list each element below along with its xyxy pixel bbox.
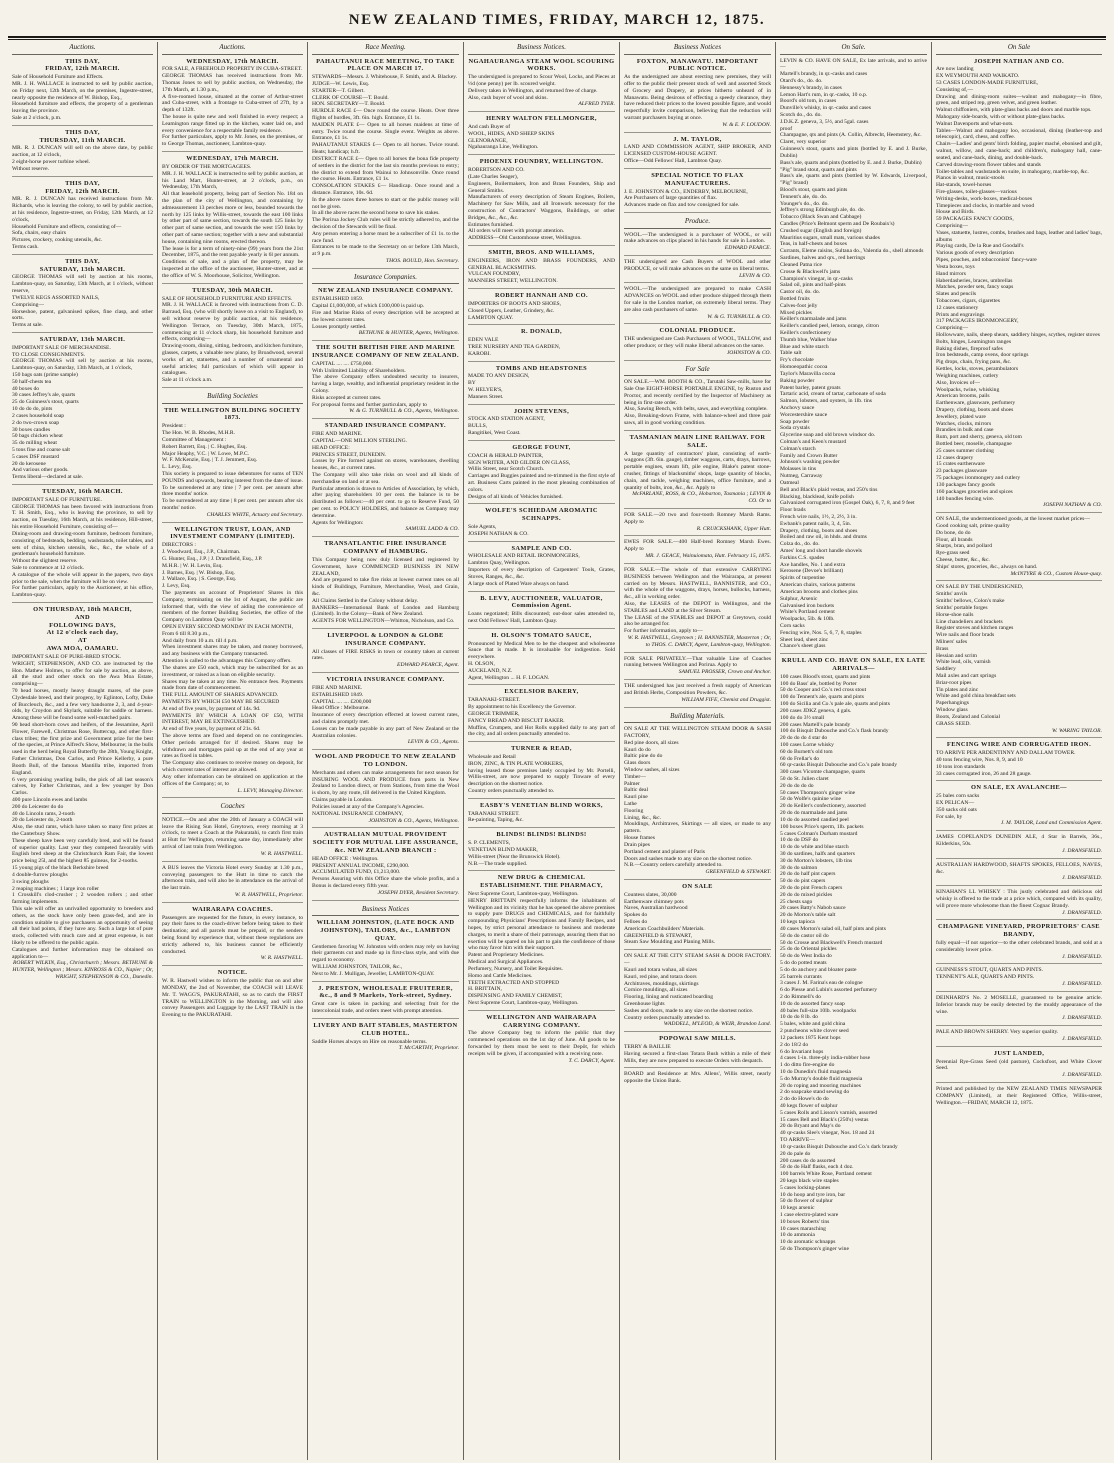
advertisement (624, 1035, 771, 1068)
advertisement (312, 287, 459, 341)
ad-signature: MR. J. GEACE, Wainuiomata, Hutt. February 15, 1875. (645, 553, 771, 560)
advertisement (936, 834, 1102, 858)
ad-body: MADE TO ANY DESIGN, BY W. HELYER'S, Manners Street. (468, 373, 530, 400)
ad-body: ESTABLISHED 1859. Capital £1,000,000, of which £100,000 is paid up. Fire and Marine Risks of every description will be accepted at the lowest current rates. Losses promptly settled. (312, 296, 459, 330)
ad-body: DEINHARD'S No. 2 MOSELLE, guaranteed to be genuine article. Inferior brands may be easily detected by the muddy appearance of the wine. (936, 994, 1102, 1015)
ad-heading: SMITH, BROS. AND WILLIAMS, (488, 249, 595, 257)
advertisement (162, 407, 303, 523)
ad-body: Loans negotiated; Bills discounted; out-door sales attended to, next Odd Fellows' Hall, Lambton Quay. (468, 611, 615, 624)
ad-body: FOR SALE.—20 two and four-tooth Romney Marsh Rams. Apply to (624, 512, 771, 525)
ad-heading: FOXTON, MANAWATU. IMPORTANT PUBLIC NOTICE. (636, 57, 759, 73)
advertisement (468, 408, 615, 441)
ad-body: TARANAKI-STREET. By appointment to his Excellency the Governor. GEORGE TRIMMER, FANCY BREAD AND BISCUIT BAKER. Muffins, Crumpets, and Hot Rolls supplied daily to any part of the city, and all orders punctually attended to. (468, 697, 615, 738)
ad-body: W. R. Hastwell wishes to inform the public that on and after MONDAY, the 2nd of November, the COACH will LEAVE Mr. T. WAGG'S, PAKURATAHI, so as to catch the FIRST TRAIN to WELLINGTON in the Morning, and will also convey Passengers and Luggage by the LAST TRAIN in the Evening to the PAKURATAHI. (162, 978, 303, 1019)
ad-body: FOR SALE, A FREEHOLD PROPERTY IN CUBA-STREET. GEORGE THOMAS has received instructions from Mr. Thomas Jones to sell by public auction, on Wednesday, the 17th March, at 1.30 p.m., A five-roomed house, situated at the corner of Arthur-street and Cuba-street, with a frontage to Cuba-street of 27ft, by a depth of 132ft. The house is quite new and well finished in every respect; a Leamington range fitted up in the kitchen, water laid on, and every convenience for a respectable family residence. For further particulars, apply to Mr. Jones, on the premises, or to George Thomas, auctioneer, Lambton-quay. (162, 66, 303, 148)
ad-signature: JOSEPH NATHAN & CO. (1042, 502, 1102, 509)
ad-heading: THE WELLINGTON BUILDING SOCIETY 1873. (164, 406, 301, 422)
ad-body: Saddle Horses always on Hire on reasonable terms. (312, 1038, 427, 1045)
ad-heading: WEDNESDAY, 17th MARCH. (186, 57, 279, 65)
ad-signature: J. DRANSFIELD. (1062, 1072, 1102, 1079)
advertisement (12, 129, 153, 177)
ad-body: ON SALE, the undermentioned goods, at the lowest market prices— Good cooking salt, prime quality Do bone, do do Flour, all brands Sharps, bran, and pollard Rye-grass seed Cheese, butter, &c., &c. Ships' stores, groceries, &c., always on hand. (936, 516, 1090, 570)
ad-heading: EASBY'S VENETIAN BLIND WORKS, (480, 801, 603, 809)
ad-body: ON SALE.—WM. BOOTH & CO., Tarutahi Saw-mills, have for Sale One EIGHT-HORSE PORTABLE ENGINE, by Ruston and Proctor, and recently certified by the Inspector of Machinery as being in first-rate order. Also, Sawing Bench, with belts, saws, and everything complete. Also, Breaking-down Frame, with balance-wheel and three pair saws, all in good working condition. (624, 379, 771, 427)
ad-signature: W. WARING TAYLOR. (1052, 727, 1102, 734)
ad-body: Great care is taken in packing and selecting fruit for the intercolonial trade, and orders meet with prompt attention. (312, 1001, 459, 1015)
ad-heading: WELLINGTON AND WAIRARAPA CARRYING COMPANY. (486, 1013, 597, 1029)
ad-heading: NGAHAURANGA STEAM WOOL SCOURING WORKS. (468, 57, 615, 73)
section-heading: Insurance Companies. (312, 272, 459, 285)
advertisement (624, 539, 771, 563)
advertisement (312, 540, 459, 629)
ad-heading: J. PRESTON, WHOLESALE FRUITERER, &c., 8 and 9 Markets, York-street, Sydney. (318, 984, 453, 1000)
ad-heading: HENRY WALTON FELLMONGER, (486, 115, 597, 123)
advertisement (624, 58, 771, 133)
ad-body: EWES FOR SALE.—400 Half-bred Romney Marsh Ewes. Apply to (624, 539, 771, 553)
ad-body: WOOL.—The undersigned is a purchaser of WOOL, or will make advances on clips placed in his hands for sale in London. (624, 231, 771, 245)
advertisement (936, 784, 1102, 831)
advertisement (468, 688, 615, 742)
ad-heading: TRANSATLANTIC FIRE INSURANCE COMPANY of HAMBURG. (324, 540, 447, 556)
ad-body: President : The Hon. W. B. Rhodes, M.H.R. Committee of Management : Robert Barrett, Esq. | C. Hughes, Esq. Major Heaphy, V.C. | W. Lowe, M.P.C. W. F. McKenzie, Esq. | T. J. Jemmett, Esq. L. Levy, Esq. This society is prepared to issue debentures for sums of TEN POUNDS and upwards, bearing interest from the date of issue. To be surrendered at any time | 7 per cent. per annum after three months' notice. To be surrendered at any time | 8 per cent. per annum after six months' notice. (162, 423, 303, 511)
ad-body: 25 bales corn sacks EX PELICAN— 350 sacks old oats For sale, by (936, 793, 980, 820)
advertisement (468, 328, 615, 361)
advertisement (624, 136, 771, 169)
column-4 (464, 42, 620, 1460)
ad-body: Are now landing EX WEYMOUTH AND WAIKATO. 53 CASES LONDON-MADE FURNITURE, Consisting of,— Drawing and dining-room suites—walnut and mahogany—in fibre, green, and striped rep, green velvet, and green leather. Walnut chiffoniers, with plate-glass backs and doors and marble tops. Mahogany side-boards, with or without plate-glass backs. Walnut Davenports and what-nots. Tables—Walnut and mahogany loo, occasional, dining (leather-top and telescopic), card, chess, and coffee. Chairs—Ladies' and gents' birch folding, papier maché, ebonised and gilt, walnut, willow, and cane-back; and children's, mahogany hall, cane-seated, and cane-back, dining, and double-back. Carved drawing-room flower tables and stands Toilet-tables and washstands en suite, in mahogany, marble-top, &c. Pianos in walnut, music-stools Hat-stands, towel-horses Fire-glasses, toilet-glasses—various Writing-desks, work-boxes, medical-boxes Timepieces and clocks, in marble and wood House and Birds. 59 PACKAGES FANCY GOODS, Comprising— Vases, statuette, lustres, combs, brushes and bags, leather and ladies' bags, albums Playing cards, De la Rue and Goodall's Various goods of every description Pipes, pouches, and tobacconists' fancy-ware Vesta boxes, toys Hand mirrors Haberdasheries, braces, umbrellas Matches, powder sets, fancy soaps Slates and pencils Tobaccoes, cigars, cigarettes 12 cases stationery Prints and engravings 317 PACKAGES IRONMONGERY, Comprising— Hollowware, nails, sheep shears, saddlery hinges, scythes, register stoves Bolts, hinges, Leamington ranges Baking dishes, fireproof safes Iron bedsteads, camp ovens, door springs Pig drops, chain, frying pans, &c. Kettles, locks, stoves, perambulators Weighing machines, cutlery Also, Invoices of— Woolpacks, twine, whisking American brooms, pails Earthenware, glassware, perfumery Drapery, clothing, boots and shoes Jewellery, plated ware Watches, clocks, mirrors Brandies in bulk and case Rum, port and sherry, geneva, old tom Bottled beer, moselle, champagne 25 cases summer clothing 12 cases drapery 15 crates earthenware 23 packages glassware 75 packages ironmongery and cutlery 130 packages fancy goods 160 packages groceries and spices 140 bundles fencing wire. (936, 66, 1102, 502)
ad-body: HEAD OFFICE : Wellington. PRESENT ANNUAL INCOME, £290,000. ACCUMULATED FUND, £1,213,000. Persons Assuring with this Office share the whole profits, and a Bonus is declared every fifth year. (312, 855, 459, 889)
ad-body: Printed and published by the NEW ZEALAND TIMES NEWSPAPER COMPANY (Limited), at their Registered Office, Willis-street, Wellington.—FRIDAY, MARCH 12, 1875. (936, 1086, 1102, 1106)
ad-body: ON SALE AT THE CITY STEAM SASH & DOOR FACTORY.— Kauri and totara wahau, all sizes Kauri, red pine, and totara doors Architraves, mouldings, skirtings Cornice mouldings, all sizes Flooring, lining and rusticated boarding Greenhouse lights Sashes and doors, made to any size on the shortest notice. Country orders punctually attended to. (624, 953, 771, 1021)
ad-body: FOR SALE PRIVATELY.—That valuable Line of Coaches running between Wellington and Porirua. Apply to (624, 655, 771, 669)
ad-body: TARANAKI STREET. Re-painting, Taping, &c. (468, 810, 524, 824)
ad-signature: GREENFIELD & STEWART. (705, 869, 771, 876)
ad-body: GUINNESS'S STOUT, QUARTS AND PINTS. TENNENT'S ALE, QUARTS AND PINTS. (936, 967, 1044, 981)
ad-heading: THIS DAY, FRIDAY, 12th MARCH. (45, 179, 120, 195)
ad-signature: T. McCARTHY, Proprietor. (398, 1045, 459, 1052)
section-heading: Business Notices (624, 42, 771, 55)
ad-body: BY ORDER OF THE MORTGAGEES. MR. J. H. WALLACE is instructed to sell by public auction, at his Land Mart, Hunter-street, at 2 o'clock, p.m., on Wednesday, 17th March, All that leasehold property, being part of Section No. 184 on the plan of the city of Wellington, and containing by admeasurement 13 perches more or less, bounded towards the north by 125 links by Willis-street, towards the east 100 links by other part of same section, towards the south 125 links by other part of same section, and towards the west 150 links by other part of same section; together with a new and substantial house, containing nine rooms, erected thereon. The lease is for a term of ninety-nine (99) years from the 21st December, 1875, and the rent payable yearly is 6l per annum. Conditions of sale, and a plan of the property, may be inspected at the office of the auctioneer, Hunter-street, and at the office of W. S. Moorhouse, Solicitor, Wellington. (162, 163, 303, 279)
advertisement (936, 741, 1102, 781)
ad-body: IMPORTANT SALE OF FURNITURE. GEORGE THOMAS has been favored with instructions from T. H. Smith, Esq., who is leaving the province, to sell by auction, on Tuesday, 16th March, at his residence, Hill-street, his entire Household Furniture, consisting of— Dining-room and drawing-room furniture, bedroom furniture, consisting of bedsteads, bedding, washstands, toilet tables, and sets of china, kitchen utensils, &c., &c., the whole of a gentleman's household furniture. Without the slightest reserve. Sale to commence at 12 o'clock. A catalogue of the whole will appear in the papers, two days prior to the sale, when the furniture will be on view. For further particulars, apply to the Auctioneer, at his office, Lambton-quay. (12, 496, 153, 599)
ad-body: DIRECTORS : J. Woodward, Esq., J.P., Chairman. G. Hunter, Esq., J.P. | J. Dransfield, Esq., J.P. M.H.R. | W. H. Levin, Esq. J. Barnes, Esq. | W. Bishop, Esq. J. Wallace, Esq. | S. George, Esq. J. Levy, Esq. The payments on account of Proprietors' Shares in this Company, terminating on the 1st of August, the public are informed that, with the view of aiding the convenience of members of the former Building Societies, the office of the Company on Lambton Quay will be OPEN EVERY SECOND MONDAY IN EACH MONTH, From 6 till 8.30 p.m., And daily from 10 a.m. till 4 p.m. When investment shares may be taken, and money borrowed, and any business with the Company transacted. Attention is called to the advantages this Company offers. The shares are £50 each, which may be subscribed for as an investment, or raised as a loan on eligible security. Shares may be taken at any time. No entrance fees. Payments made from date of commencement. THE FULL AMOUNT OF SHARES ADVANCED. PAYMENTS BY WHICH £50 MAY BE SECURED At end of five years, by payment of 14s. 9d. PAYMENTS BY WHICH A LOAN OF £50, WITH INTEREST, MAY BE EXTINGUISHED. At end of five years, by payment of 21s. 6d. The above terms are fixed and depend on no contingencies. Other periods arranged for if desired. Shares may be withdrawn and mortgages paid up at the end of any year at rates as fixed in tables. The Company also continues to receive money on deposit, for which current rates of interest are allowed. Any other information can be obtained on application at the offices of the Company; or, to (162, 542, 303, 787)
ad-signature: WILLIAM FIFE, Chemist and Druggist. (681, 696, 771, 703)
advertisement (624, 286, 771, 324)
advertisement (468, 874, 615, 1010)
ad-heading: H. OLSON'S TOMATO SAUCE, (491, 631, 592, 639)
ad-signature: W. R. HASTWELL. (260, 955, 303, 962)
ad-heading: BLINDS! BLINDS! BLINDS! (496, 831, 587, 839)
advertisement (468, 745, 615, 799)
ad-signature: SAMUEL PROSSER, Crown and Anchor. (678, 669, 771, 676)
ad-signature: CHARLES WHITE, Actuary and Secretary. (206, 511, 303, 518)
advertisement (312, 753, 459, 828)
advertisement (468, 365, 615, 405)
ad-heading: JUST LANDED, (993, 1049, 1045, 1057)
ad-signature: EDWARD PEARCE, Agent. (397, 662, 459, 669)
ad-body: Passengers are requested for the future, in every instance, to pay their fares to the coach-driver before being taken to their destination; and all parcels must be prepaid, or the senders being found by experience that, without these regulations are strictly adhered to, his business cannot be efficiently conducted. (162, 914, 303, 955)
ad-body: All classes of FIRE RISKS in town or country taken at current rates. (312, 648, 459, 662)
advertisement (312, 985, 459, 1019)
column-2 (158, 42, 308, 1460)
ad-body: PALE AND BROWN SHERRY. Very superior quality. (936, 1029, 1059, 1036)
advertisement (162, 969, 303, 1022)
advertisement (936, 1029, 1102, 1047)
ad-heading: WILLIAM JOHNSTON, (LATE BOCK AND JOHNSTON), TAILORS, &c., LAMBTON QUAY. (316, 919, 455, 942)
page-columns (8, 42, 1106, 1460)
ad-signature: McFARLANE, ROSS, & CO., Hobarton, Tasmania ; LEVIN & CO. Or to (632, 491, 771, 505)
ad-body: 100 cases Blood's stout, quarts and pints 100 do Bass' ale, bottled by Porter 50 do Cooper and Co.'s red cross stout 100 do Tennent's ale, quarts and pints 100 do Sicilia and Co.'s pale ale, quarts and pints 200 cases JDKZ geneva, 4 gals. 100 do do 3½ small 200 cases Martell's pale brandy 100 do Bisquit Dubouche and Co.'s flask brandy 20 do do do 4 star do 100 cases Lorne whisky 60 do Burnett's old tom 60 do Frellar's do 60 qr-casks Bisquit Dubouche and Co.'s pale brandy 300 cases Vicomte champagne, quarts 50 do St. Julien claret 20 do do do do 50 cases Thompson's ginger wine 50 do Wolfe's quinine wine 20 do Keiller's confectionery, assorted 20 do do marmalade and jams 10 do do assorted candied peel 100 boxes Price's sperm, 1lb. packets 5 cases Colman's Durham mustard 10 do do DSF do 10 do do white and blue starch 30 do sardines, halfs and quarters 30 do Morton's lobsters, 1lb tins 30 do do salmon 20 do do half pint capers 50 do do pint capers 20 do do pint French capers 20 do do mixed pickles 25 chests sago 20 cases Batty's Nabob sauce 20 do Morton's table salt 10 kegs tapioca 40 cases Morton's salad oil, half pints and pints 50 do do castor oil do 50 do Crosse and Blackwell's French mustard 25 do do Oriental pickles 50 do do West India do 5 do do potted meats 5 do do anchovy and bloater paste 25 barrels currants 3 cases J. M. Farina's eau de cologne 6 do Piesse and Lubin's assorted perfumery 2 do Rimmell's do 10 do do assorted fancy soap 40 bales full-size 10lb. woolpacks 10 do do 8 lb. do 5 bales, white and gold china 2 puncheons white clover seed 12 packets 1875 Kent hops 2 do 18/2 do 6 do Invariant hops 4 cases 1-in. three-ply india-rubber hose 1 do ditto fire-engine do 10 do Dunedin's fluid magnesia 5 do Murray's double fluid magnesia 20 do roping and mooring machines 2 do soapcake stand sewing do 2 do do Howe's do do 40 kegs flower of sulphur 5 cases Rolls and Lisson's varnish, assorted 15 cases Bell and Black's (250's) vestas 20 do Bryant and May's do 40 qr-casks Slee's vinegar, Nos. 18 and 24 TO ARRIVE— 10 qr-casks Bisquit Dubouche and Co.'s dark brandy 20 do pale do 200 cases do do assorted 50 do do Half flasks, each 4 doz. 100 barrels White Rose, Portland cement 20 kegs black wire staples 5 cases locking-planes 10 do hoop and tyre iron, bar 50 do flower of sulphur 10 kegs arsenic 1 case electro-plated ware 10 boxes Roberts' tins 10 cases marasching 10 do ammonia 10 do aromatic schnapps 50 do Thompson's ginger wine (780, 673, 898, 1253)
ad-heading: WELLINGTON TRUST, LOAN, AND INVESTMENT COMPANY (LIMITED). (170, 525, 295, 541)
advertisement (12, 606, 153, 984)
ad-signature: W. & E. F. LOUDON. (722, 121, 771, 128)
ad-signature: T. C. DARCY, Agent. (568, 1057, 615, 1064)
ad-heading: JOHN STEVENS, (513, 407, 570, 415)
ad-heading: KRULL AND CO. HAVE ON SALE, EX LATE ARRIVALS— (781, 657, 926, 673)
advertisement (624, 232, 771, 256)
ad-signature: JOSEPH DYER, Resident Secretary. (377, 889, 459, 896)
ad-heading: PHOENIX FOUNDRY, WELLINGTON. (479, 158, 604, 166)
ad-signature: J. DRANSFIELD. (1062, 1035, 1102, 1042)
section-heading: Produce. (624, 216, 771, 229)
ad-heading: B. LEVY, AUCTIONEER, VALUATOR, Commission Agent. (480, 594, 603, 610)
column-7 (932, 42, 1106, 1460)
ad-heading: SATURDAY, 13th MARCH. (39, 335, 126, 343)
ad-body: FOR SALE.—The whole of that extensive CARRYING BUSINESS between Wellington and the Wairarapa, at present carried on by Messrs. HASTWELL, BANNISTER, and CO., with the whole of the waggons, drays, horses, bullocks, harness, &c., all in working order. Also, the LEASES of the DEPOT in Wellington, and the STABLES and LAND at the Silver Stream. The LEASE of the STABLES and DEPOT at Greytown, could also be arranged for. For further information, apply to— (624, 566, 771, 635)
advertisement (936, 889, 1102, 920)
ad-signature: EDWARD PEARCE. (724, 245, 771, 252)
advertisement (936, 862, 1102, 886)
advertisement (312, 919, 459, 982)
ad-body: Gentlemen favoring W. Johnston with orders may rely on having their garments cut and made up in first-class style, and with due regard to economy. WILLIAM JOHNSTON, TAILOR, &c., Next to Mr. J. Mulligan, Jeweller, LAMBTON-QUAY. (312, 943, 459, 977)
advertisement (12, 258, 153, 333)
section-heading: Building Societies (162, 391, 303, 404)
ad-body: LAND AND COMMISSION AGENT, SHIP BROKER, AND LICENSED CUSTOM-HOUSE AGENT. Office—Odd Fellows' Hall, Lambton Quay. (624, 144, 771, 165)
ad-body: Countess slates, 30,000 Earthenware chimney pots Naves, Australian hardwood Spokes do Felloes do American Coachbuilders' Materials. GREENFIELD & STEWART, Steam Saw Moulding and Planing Mills. (624, 891, 716, 946)
ad-heading: NEW ZEALAND INSURANCE COMPANY. (317, 287, 454, 295)
ad-heading: AUSTRALIAN MUTUAL PROVIDENT SOCIETY FOR MUTUAL LIFE ASSURANCE, &c. NEW ZEALAND BRANCH : (312, 831, 459, 854)
advertisement (162, 817, 303, 862)
section-heading: On Sale (936, 42, 1102, 55)
ad-body: And cash Buyer of WOOL, HIDES, AND SHEEP SKINS GLENORANGE, Ngahauranga Line, Wellington. (468, 124, 555, 151)
ad-body: THE undersigned are Cash Purchasers of WOOL, TALLOW, and other produce; or they will make liberal advances on the same. (624, 336, 771, 350)
ad-heading: WAIRARAPA COACHES. (192, 905, 273, 913)
ad-body: As the undersigned are about erecting new premises, they will offer to the public their present stock of well and assorted Stock of Grocery and Drapery, at prices hitherto unheard of in Manawatu. Being desirous of effecting a speedy clearance, they have reduced their prices to the lowest possible figure, and would respectfully invite comparison, believing that the reduction will warrant purchasers buying at once. (624, 74, 771, 122)
advertisement (12, 180, 153, 255)
ad-signature: J. DRANSFIELD. (1062, 875, 1102, 882)
ad-body: SALE OF HOUSEHOLD FURNITURE AND EFFECTS. MR. J. H. WALLACE is favored with instructions from C. D. Barraud, Esq. (who will shortly leave on a visit to England), to sell without reserve by public auction, at his residence, Wellington Terrace, on Tuesday, 30th March, 1875, commencing at 11 o'clock sharp, his household furniture and effects, comprising— Drawing-room, dining, sitting, bedroom, and kitchen furniture, glasses, carpets, a valuable new piano, by Broadwood, several works of art, statuettes, and a number of ornamental and useful articles; full particulars of which will appear in catalogues. Sale at 11 o'clock a.m. (162, 295, 303, 384)
ad-heading: TOMBS AND HEADSTONES (495, 364, 588, 372)
ad-heading: R. DONALD, (520, 328, 563, 336)
ad-body: BOARD and Residence at Mrs. Allens', Willis street, nearly opposite the Union Bank. (624, 1071, 771, 1085)
advertisement (936, 1086, 1102, 1109)
advertisement (624, 683, 771, 707)
ad-signature: JOHNSTON & CO. (726, 349, 771, 356)
ad-body: A BUS leaves the Victoria Hotel every Sunday at 1.30 p.m., conveying passengers to the Hutt in time to catch the afternoon train, and will also be in attendance on the arrival of the last train. (162, 864, 303, 892)
section-heading: Business Notices. (468, 42, 615, 55)
ad-signature: LEVIN & CO., Agents. (407, 739, 459, 746)
advertisement (936, 58, 1102, 514)
ad-body: GEORGE THOMAS will sell by auction at his rooms, Lambton-quay, on Saturday, 13th March, at 1 o'clock, without reserve, TWELVE KEGS ASSORTED NAILS, Comprising— Horseshoe, patent, galvanised spikes, fine clasp, and other sorts. Terms at sale. (12, 274, 153, 329)
section-heading: For Sale (624, 364, 771, 377)
advertisement (12, 488, 153, 603)
ad-body: Merchants and others can make arrangements for next season for INSURING WOOL AND PRODUCE from ports in New Zealand to London direct, or from Stations, from time the Wool is shorn, by any route, till delivered in the United Kingdom. Claims payable in London. Policies issued at any of the Company's Agencies. NATIONAL INSURANCE COMPANY, (312, 769, 459, 817)
advertisement (312, 632, 459, 673)
advertisement (624, 434, 771, 509)
ad-signature: R. CRUICKSHANK, Upper Hutt. (696, 525, 771, 532)
advertisement (162, 287, 303, 388)
ad-body: FIRE AND MARINE. CAPITAL—ONE MILLION STERLING. HEAD OFFICE: PRINCES STREET, DUNEDIN. Losses by Fire formed against on stores, warehouses, dwelling houses, &c., at current rates. The Company will also take risks on wool and all kinds of merchandise on land or at sea. Particular attention is drawn to Articles of Association, by which, after paying shareholders 10 per cent. the balance is to be distributed as follows:—40 per cent. to go to Reserve Fund, 50 per cent. to POLICY HOLDERS, and balance as Company may determine. Agents for Wellington: (312, 431, 459, 526)
advertisement (624, 259, 771, 283)
ad-signature: W. & G. TURNBULL & CO., Agents, Wellington. (349, 408, 459, 415)
advertisement (162, 865, 303, 903)
advertisement (624, 327, 771, 360)
advertisement (312, 676, 459, 750)
ad-body: Sole Agents, JOSEPH NATHAN & CO. (468, 524, 529, 537)
masthead-rule (8, 36, 1106, 38)
ad-signature: LEVIN & CO. (739, 272, 771, 279)
ad-signature: J. DRANSFIELD. (1062, 909, 1102, 916)
advertisement (624, 883, 771, 950)
ad-body: WHOLESALE AND RETAIL IRONMONGERS, Lambton Quay, Wellington. Importers of every description of Carpenters' Tools, Grates, Stoves, Ranges, &c., &c. A large stock of Plated Ware always on hand. (468, 553, 615, 587)
ad-body: TO ARRIVE PER ARDENTINNY AND DALLAM TOWER. 40 tons fencing wire, Nos. 8, 9, and 10 10 tons iron standards 33 cases corrugated iron, 26 and 28 gauge. (936, 750, 1076, 777)
ad-heading: PAHAUTANUI RACE MEETING, TO TAKE PLACE ON MARCH 17. (316, 57, 455, 73)
ad-body: fully equal—if not superior—to the other celebrated brands, and sold at a considerably lower price. (936, 940, 1102, 953)
ad-heading: TUESDAY, 16th MARCH. (42, 488, 123, 496)
ad-heading: THIS DAY, FRIDAY, 12th MARCH. (45, 57, 120, 73)
ad-body: ROBERTSON AND CO. (Late Charles Seager), Engineers, Boilermakers, Iron and Brass Founders, Ship and General Smiths. Manufacturers of every description of Steam Engines, Boilers, Machinery for Saw Mills, and all Ironwork necessary for the construction of Contractors' Waggons, Buildings, or other Bridges, &c., &c., &c. Estimates furnished. All orders will meet with prompt attention. ADDRESS—Old Customhouse street, Wellington. (468, 167, 615, 242)
ad-body: COACH & HERALD PAINTER, SIGN WRITER, AND GILDER ON GLASS, Willis Street, near Scotch Church. Carriages and Buggies painted and re-trimmed in the first style of art. Business Carts painted in the most pleasing combination of colors. Designs of all kinds of Vehicles furnished. (468, 452, 615, 500)
ad-body: This Company being now duly licensed and registered by Government, have COMMENCED BUSINESS IN NEW ZEALAND, And are prepared to take fire risks at lowest current rates on all kinds of Buildings, Furniture, Merchandise, Wool, and Grain, &c. All Claims Settled in the Colony without delay. BANKERS—International Bank of London and Hamburg (Limited). In the Colony—Bank of New Zealand. AGENTS FOR WELLINGTON—Whitton, Nicholson, and Co. (312, 556, 459, 625)
ad-signature: J. DRANSFIELD. (1062, 981, 1102, 988)
ad-heading: WOLFE'S SCHIEDAM AROMATIC SCHNAPPS. (485, 507, 598, 523)
ad-body: Sale of Household Furniture and Effects. MR. J. H. WALLACE is instructed to sell by public auction, on Friday next, 12th March, on the premises, Ingestre-street, nearly opposite the residence of W. Bishop, Esq., Household furniture and effects, the property of a gentleman leaving the province. Sale at 2 o'clock, p.m. (12, 74, 153, 122)
advertisement (624, 512, 771, 536)
ad-body: The above Company beg to inform the public that they commenced operations on the 1st day of June. All goods to be forwarded by them must be sent to their Depôt, for which receipts will be given, if accompanied with a receiving note. (468, 1030, 615, 1057)
advertisement (468, 507, 615, 541)
ad-body: JAMES COPELAND'S DUNEDIN ALE, 4 Star in Barrels, 36s., Kilderkins, 50s. (936, 834, 1102, 848)
ad-body: J. E. JOHNSTON & CO., ENDERBY, MELBOURNE, Are Purchasers of large quantities of flax. Advances made on flax and tow consigned for sale. (624, 188, 748, 209)
ad-heading: THIS DAY, SATURDAY, 13th MARCH. (39, 257, 126, 273)
advertisement (624, 726, 771, 880)
ad-signature: ALFRED TYER. (578, 101, 615, 108)
ad-heading: WOOL AND PRODUCE TO NEW ZEALAND TO LONDON. (314, 753, 457, 768)
ad-body: THE undersigned are Cash Buyers of WOOL and other PRODUCE, or will make advances on the same on liberal terms. (624, 258, 771, 272)
ad-body: LEVIN & CO. HAVE ON SALE, Ex late arrivals, and to arrive— Martell's brandy, in qr.-casks and cases Otard's do., do. do. Hennessy's brandy, in cases Lemon Hart's rum, in qr.-casks, 10 o.p. Boord's old tom, in cases Dunville's whisky, in qr.-casks and cases Scotch do., do. do. J.D.K.Z. geneva, 3, 5½, and 5gal. cases proof Champagne, qts and pints (A. Collin, Albrecht, Heemstery, &c. Claret, very superior Guinness's stout, quarts and pints (bottled by E. and J. Burke, Dublin) Bass's ale, quarts and pints (bottled by E. and J. Burke, Dublin) "Pig" brand stout, quarts and pints Bass's ale, quarts and pints (bottled by W. Edwards, Liverpool, "Pig" brand) Blood's stout, quarts and pints Tennent's ale, do. do. Younger's do., do. do. Jeffrey's strong Edinburgh ale, do. do. Tobacco (Black Swan and Cabbage) Candles (Price's Belmont sperm and De Roubaix's) Crushed sugar (English and foreign) Mauritius sugars, small mats, various shades Teas, in half-chests and boxes Currants, Eleme raisins, Sultana do., Valentia do., shell almonds Sardines, halves and qrs., red herrings Cleaned Patna rice Crosse & Blackwell's jams Champion's vinegar, in qr.-casks Salad oil, pints and half-pints Castor oil, do. do. Bottled fruits Calves-foot jelly Mixed pickles Keiller's marmalade and jams Keiller's candied peel, lemon, orange, citron Keiller's confectionery Thumb blue, Walker blue Blue and white starch Table salt Fry's chocolate Homoeopathic cocoa Taylor's Maravilla cocoa Baking powder Patent barley, patent groats Tartaric acid, cream of tartar, carbonate of soda Salmon, lobsters, and oysters, in 1lb. tins Anchovy sauce Worcestershire sauce Soap powder Soda crystals Glycerine soap and old brown windsor do. Colman's and Keen's mustard Colman's starch Family and Crown Butter Johnson's washing powder Molasses in tins Nutmeg, Carraway Oatmeal Bell and Black's plaid vestas, and 250's tins Blacking, blacklead, knife polish Galvanized corrugated iron (Gospel Oak), 6, 7, 8, and 9 feet Floor brads French wire nails, 1½, 2, 2½, 3 in. Ewbank's patent nails, 3, 4, 5in. Drapery, clothing, boots and shoes Boiled and raw oil, in hhds. and drums Colza do., do. do. Ames' long and short handle shovels Farkins C.S. spades Axe handles, No. 1 and extra Kerosene (Devoe's brilliant) Spirits of turpentine American chairs, various patterns American brooms and clothes pins Sulphur, Arsenic Galvanised iron buckets White's Portland cement Woolpacks, 5lb. & 10lb. Corn sacks Fencing wire, Nos. 5, 6, 7, 8, staples Sheet lead, sheet zinc Chance's sheet glass (780, 57, 927, 650)
section-heading: Auctions. (162, 42, 303, 55)
advertisement (624, 953, 771, 1032)
advertisement (312, 1022, 459, 1055)
advertisement (162, 58, 303, 153)
advertisement (12, 58, 153, 126)
advertisement (468, 1014, 615, 1068)
ad-heading: EXCELSIOR BAKERY, (504, 688, 579, 696)
ad-heading: WEDNESDAY, 17th MARCH. (186, 155, 279, 163)
ad-body: MR. R. J. DUNCAN has received instructions from Mr. Richards, who is leaving the colony, to sell by public auction, at his residence, Ingestre-street, on Friday, 12th March, at 12 o'clock, Household Furniture and effects, consisting of— Sofa, chairs, easy chairs Pictures, crockery, cooking utensils, &c. Terms cash. (12, 196, 153, 251)
advertisement (468, 292, 615, 325)
ad-signature: THOS. BOULD, Hon. Secretary. (386, 258, 459, 265)
ad-body: STEWARDS—Messrs. J. Whitehouse, F. Smith, and A. Blackey. JUDGE—W. Lewis, Esq. STARTER—T. Gilbert. CLERK OF COURSE—T. Bould. HON. SECRETARY—T. Bould. HURDLE RACE £— Once round the course. Heats. Over three flights of hurdles, 3ft. 6in. high. Entrance, £1 1s. MAIDEN PLATE £— Open to all horses maidens at time of entry. Twice round the course. Single event. Weights as above. Entrance, £1 1s. PAHAUTANUI STAKES £— Open to all horses. Twice round. Heats; handicap; h.ft. DISTRICT RACE £— Open to all horses the bona fide property of settlers in the district for the last six months previous to entry; the district to extend from Wainui to Johnsonville. Once round the course. Heats. Entrance, £1 1s. CONSOLATION STAKES £— Handicap. Once round and a distance. Entrance, 10s. 6d. In the above races three horses to start or the public money will not be given. In all the above races the second horse to save his stakes. The Porirua Jockey Club rules will be strictly adhered to, and the decision of the Stewards will be final. Any person entering a horse must be a subscriber of £1 1s. to the race fund. Entrances to be made to the Secretary on or before 13th March, at 9 p.m. (312, 74, 459, 258)
ad-signature: W. R. HASTWELL, Greytown ; H. BANNISTER, Masterton ; Or, to THOS. C. DARCY, Agent, Lambton-quay, Wellington. (627, 635, 771, 648)
ad-body: STOCK AND STATION AGENT, BULLS, Rangitikei, West Coast. (468, 416, 545, 437)
ad-body: IMPORTANT SALE OF MERCHANDISE. TO CLOSE CONSIGNMENTS. GEORGE THOMAS will sell by auction at his rooms, Lambton-quay, on Saturday, 13th March, at 1 o'clock, 150 bags oats (prime sample) 50 half-chests tea 40 boxes do 30 cases Jeffrey's ale, quarts 25 do Guinness's stout, quarts 10 do do do, pints 2 cases household soap 2 do two-crown soap 30 boxes candles 50 bags chicken wheat 35 do milling wheat 5 tons fine and coarse salt 5 cases DSF mustard 20 do kerosene And various other goods. Terms liberal—declared at sale. (12, 344, 153, 481)
ad-body: ON SALE AT THE WELLINGTON STEAM DOOR & SASH FACTORY, Red pine doors, all sizes Kauri do do Baltic pine do do Glass doors Window sashes, all sizes Timber— Palmer Baltic deal Kauri pine Lathe Flooring Lining, &c., &c. Mouldings, Architraves, Skirtings — all sizes, or made to any pattern. House frames Drain pipes Portland cement and plaster of Paris Doors and sashes made to any size on the shortest notice. N.B.—Country orders carefully attended to. (624, 726, 771, 869)
ad-signature: J. M. TAYLOR, Land and Commission Agent. (1000, 820, 1102, 827)
ad-body: S. P. CLEMENTS, VENETIAN BLIND MAKER, Willis-street (Near the Brunswick Hotel). N.B.—The trade supplied. (468, 840, 561, 867)
advertisement (936, 584, 1102, 738)
ad-signature: J. DRANSFIELD. (1062, 1015, 1102, 1022)
ad-body: AUSTRALIAN HARDWOOD, SHAFTS SPOKES, FELLOES, NAVES, &c. (936, 861, 1102, 875)
advertisement (780, 657, 927, 1256)
ad-body: Perennial Rye-Grass Seed (old pasture), Cocksfoot, and White Clover Seed. (936, 1058, 1102, 1072)
ad-signature: W. R. HASTWELL, Proprietor. (234, 891, 303, 898)
ad-signature: McINTYRE & CO., Custom House-quay. (1010, 570, 1102, 577)
advertisement (780, 58, 927, 655)
ad-signature: J. DRANSFIELD. (1062, 847, 1102, 854)
advertisement (468, 249, 615, 289)
ad-heading: NEW DRUG & CHEMICAL ESTABLISHMENT. THE PHARMACY, (480, 874, 603, 890)
ad-body: IMPORTANT SALE OF PURE-BRED STOCK. WRIGHT, STEPHENSON, AND CO. are instructed by the Hon. Mathew Holmes, to offer for sale by auction, as above, all the stud and other stock on the Awa Moa Estate, comprising— 70 head horses, mostly heavy draught mares, of the pure Clydesdale breed, and their progeny, by Eglinton, Lofty, Duke of Buccleuch, &c., and a few very handsome 2, 3, and 4-year-olds, by Croydon and Skylark, suitable for saddle or harness. Among these will be found some well-matched pairs. 90 head short-horn cows and heifers, of the Jessamine, April Flower, Farewell, Christmas Rose, Buttercup, and other first-class tribes; the first prize and Government prize for the best of the species, at Prince Alfred's Show, Melbourne; in the bulls used in the herd being Royal Butterfly the 28th, Young Knight, Father Christmas, Don Carlos, and Prince Kellerby, a pure Booth Bull, of the famous Mantilla tribe, imported from England. 6 very promising yearling bulls, the pick of all last season's calves, by Father Christmas, and a few younger by Don Carlos. 400 pure Lincoln ewes and lambs 200 do Leicester do do 40 do Lincoln rams, 2-tooth 20 do Leicester do, 2-tooth Also, the stud rams, which have taken so many first prizes at the Canterbury Show. These sheep have been very carefully bred, and will be found of superior quality. Last year they competed favorably with English bred sheep at the Christchurch Ram Fair, the lowest price being 25l, and the highest 85 guineas, for 2-tooths. 15 young pigs of the black Berkshire breed 4 double-furrow ploughs 3 swing ploughs 2 reaping machines ; 1 large iron roller 1 Crosskill's clod-crusher ; 2 wooden rollers ; and other farming implements. This sale will offer an unrivalled opportunity to breeders and others, as the stock have only been grass-fed, and are in condition suitable to give purchasers an opportunity of seeing all their bad points, if they have any. Such a large lot of pure stock, collected with much care and at great expense, is not likely to be offered to the public again. Catalogues and further information may be obtained on application to— (12, 653, 153, 960)
masthead (0, 0, 1114, 40)
ad-body: WOOL.—The undersigned are prepared to make CASH ADVANCES on WOOL and other produce shipped through them for sale in the London market, on extremely liberal terms. They are also cash purchasers of same. (624, 286, 771, 313)
ad-signature: L. LEVY, Managing Director. (237, 787, 303, 794)
section-heading: Auctions. (12, 42, 153, 55)
ad-body: NOTICE.—On and after the 20th of January a COACH will leave the Rising Sun Hotel, Greytown, every morning at 3 o'clock, to meet a Coach at the Pakuratahi, to catch first train at Hutt for Wellington, returning same day, immediately after arrival of last train from Wellington. (162, 816, 303, 851)
ad-body: THE undersigned has just received a fresh supply of American and British Herbs, Composition Powders, &c. (624, 683, 771, 696)
ad-heading: JOSEPH NATHAN AND CO. (974, 57, 1064, 65)
advertisement (936, 1050, 1102, 1083)
advertisement (162, 155, 303, 284)
advertisement (312, 58, 459, 269)
advertisement (936, 516, 1102, 581)
advertisement (624, 656, 771, 680)
advertisement (468, 158, 615, 246)
ad-heading: CHAMPAGNE VINEYARD, PROPRIETORS' CASE BRANDY, (938, 923, 1100, 939)
ad-heading: SPECIAL NOTICE TO FLAX MANUFACTURERS. (651, 171, 744, 187)
masthead-rule-thin (8, 39, 1106, 40)
ad-signature: W. R. HASTWELL. (260, 850, 303, 857)
ad-heading: TASMANIAN MAIN LINE RAILWAY. FOR SALE. (629, 433, 766, 449)
ad-heading: GEORGE FOUNT, (512, 443, 571, 451)
ad-body: TERRY & BAILLIE Having secured a first-class Totara Bush within a mile of their Mills, they are now prepared to execute Orders with despatch. (624, 1044, 771, 1064)
advertisement (624, 379, 771, 431)
ad-body: EDEN VALE TREE NURSERY AND TEA GARDEN, KAROBI. (468, 337, 561, 357)
ad-heading: THIS DAY, THURSDAY, 11th MARCH. (39, 128, 126, 144)
ad-heading: STANDARD INSURANCE COMPANY. (325, 422, 446, 430)
ad-heading: VICTORIA INSURANCE COMPANY. (326, 676, 445, 684)
ad-heading: POPOWAI SAW MILLS. (659, 1035, 736, 1043)
ad-body: KINAHAN'S LL WHISKY : This justly celebrated and delicious old whisky is offered to the trade at a price which, compared with its quality, will prove more wholesome than the finest Cognac Brandy. (936, 889, 1102, 909)
ad-heading: NOTICE. (217, 969, 248, 977)
newspaper-title: NEW ZEALAND TIMES, FRIDAY, MARCH 12, 1875. (348, 12, 766, 28)
ad-heading: COLONIAL PRODUCE. (659, 327, 736, 335)
ad-heading: TURNER & READ, (511, 745, 572, 753)
ad-body: ON SALE BY THE UNDERSIGNED, Smiths' anvils Smiths' bellows, Colon's make Smiths' portable forges Horse-shoe nails Line chandeliers and brackets Register stoves and kitchen ranges Wire nails and floor brads Milners' safes Brass Hessian and scrim White lead, oils, varnish Saddlery Mail axles and cart springs Briar-root pipes Tin plates and zinc White and gold china breakfast sets Paperhangings Window glass Boots, Zealand and Colonial GRASS SEED. (936, 584, 1024, 727)
advertisement (468, 632, 615, 686)
column-1 (8, 42, 158, 1460)
ad-heading: ROBERT HANNAH AND CO. (495, 292, 588, 300)
advertisement (936, 995, 1102, 1026)
advertisement (468, 58, 615, 113)
ad-signature: SAMUEL LADD & CO. (405, 526, 459, 533)
ad-body: A large quantity of contractors' plant, consisting of earth-waggons (3ft. 6in. gauge), timber waggons, carts, drays, barrows, portable engines, steam lift, pile engine, Blake's patent stone-crusher, fittings of blacksmiths' shops, large quantity of blocks, chain, and tackle, weighing machines, office furniture, and a quantity of bolts, iron, &c., &c. Apply to (624, 450, 771, 491)
ad-signature: J. DRANSFIELD. (1062, 953, 1102, 960)
column-3 (308, 42, 464, 1460)
ad-signature: ROBERT WILKIN, Esq., Christchurch ; Messrs. BETHUNE & HUNTER, Wellington ; Messrs. KINROSS & CO., Napier ; Or, WRIGHT, STEPHENSON & CO., Dunedin. (12, 960, 153, 981)
column-5 (620, 42, 776, 1460)
advertisement (312, 422, 459, 537)
ad-heading: THE SOUTH BRITISH FIRE AND MARINE INSURANCE COMPANY OF NEW ZEALAND. (312, 344, 459, 359)
ad-body: Next Supreme Court, Lambton-quay, Wellington. HENRY BRITTAIN respectfully informs the inhabitants of Wellington and its vicinity that he has opened the above premises to supply pure DRUGS and CHEMICALS, and for faithfully compounding Physicians' Prescriptions and Family Recipes, and hopes, by strict personal attendance to business and moderate charges, to merit a share of their patronage, assuring them that no exertion will be spared on his part to gain the confidence of those who may favor him with their support. Patent and Proprietary Medicines. Medical and Surgical Appliances. Perfumery, Nursery, and Toilet Requisites. Homo and Cattle Medicines. TEETH EXTRACTED AND STOPPED H. BRITTAIN, DISPENSING AND FAMILY CHEMIST, Next Supreme Court, Lambton-quay, Wellington. (468, 890, 615, 1006)
ad-heading: TUESDAY, 30th MARCH. (192, 286, 273, 294)
advertisement (162, 906, 303, 967)
ad-heading: ON SALE, EX AVALANCHE— (971, 784, 1067, 792)
advertisement (12, 336, 153, 485)
ad-body: CAPITAL .... .... £750,000. With Unlimited Liability of Shareholders. The above Company offers undoubted security to insurers, having a large, wealthy, and influential proprietary resident in the Colony. Risks accepted at current rates. For proposal forms and further particulars, apply to (312, 360, 459, 408)
advertisement (624, 172, 771, 213)
ad-heading: ON THURSDAY, 18th MARCH, AND FOLLOWING DAYS, At 12 o'clock each day, AT AWA MOA, OAMARU. (33, 606, 132, 653)
section-heading: Coaches (162, 801, 303, 814)
ad-body: ENGINEERS, IRON AND BRASS FOUNDERS, AND GENERAL BLACKSMITHS. VULCAN FOUNDRY, MANNERS STREET, WELLINGTON. (468, 257, 615, 285)
ad-signature: WADDELL, M'LEOD, & WEIR, Brandon Land. (663, 1021, 771, 1028)
ad-body: Pronounced by Medical Men to be the cheapest and wholesome Sauce that is made. It is invaluable for indigestion. Sold everywhere. H. OLSON, AUCKLAND, N.Z. Agent, Wellington ... H. F. LOGAN. (468, 640, 615, 681)
advertisement (936, 967, 1102, 991)
advertisement (936, 923, 1102, 964)
ad-body: FIRE AND MARINE. ESTABLISHED 1849. CAPITAL .... .... £200,000 Head Office : Melbourne. Insurance of every description effected at lowest current rates, and claims promptly met. Losses can be made payable in any part of New Zealand or the Australian colonies. (312, 684, 459, 739)
advertisement (162, 526, 303, 799)
ad-heading: LIVERY AND BAIT STABLES, MASTERTON CLUB HOTEL. (313, 1021, 458, 1037)
ad-signature: W. & G. TURNBULL & CO. (707, 313, 771, 320)
section-heading: Building Materials. (624, 711, 771, 724)
ad-heading: LIVERPOOL & LONDON & GLOBE INSURANCE COMPANY. (327, 632, 444, 647)
ad-signature: BETHUNE & HUNTER, Agents, Wellington. (358, 330, 459, 337)
advertisement (624, 1071, 771, 1088)
ad-heading: J. M. TAYLOR, (673, 135, 722, 143)
advertisement (468, 545, 615, 592)
section-heading: Race Meeting. (312, 42, 459, 55)
section-heading: On Sale. (780, 42, 927, 55)
section-heading: Business Notices (312, 904, 459, 917)
ad-signature: JOHNSTON & CO., Agents, Wellington. (368, 817, 459, 824)
advertisement (624, 567, 771, 653)
ad-body: The undersigned is prepared to Scour Wool, Locks, and Pieces at ½d (one penny) per lb. scoured weight. Delivery taken in Wellington, and returned free of charge. Also, cash buyer of wool and skins. (468, 74, 615, 101)
column-6 (776, 42, 932, 1460)
advertisement (468, 595, 615, 629)
advertisement (312, 344, 459, 419)
ad-body: Wholesale and Retail IRON, ZINC, & TIN PLATE WORKERS, having leased those premises lately occupied by Mr. Portelli, Willis-street, are now prepared to supply Tinware of every description on the shortest notice. Country orders punctually attended to. (468, 753, 615, 795)
advertisement (468, 115, 615, 155)
advertisement (468, 802, 615, 828)
ad-body: MR. R. J. DUNCAN will sell on the above date, by public auction, at 12 o'clock, 2 eight-horse power turbine wheel. Without reserve. (12, 145, 153, 172)
advertisement (312, 831, 459, 900)
ad-heading: SAMPLE AND CO. (511, 544, 572, 552)
advertisement (468, 444, 615, 505)
advertisement (468, 831, 615, 871)
ad-heading: ON SALE (682, 882, 713, 890)
ad-body: IMPORTERS OF BOOTS AND SHOES, Closed Uppers, Leather, Grindery, &c. LAMBTON QUAY. (468, 300, 562, 321)
ad-heading: FENCING WIRE AND CORRUGATED IRON. (946, 741, 1092, 749)
